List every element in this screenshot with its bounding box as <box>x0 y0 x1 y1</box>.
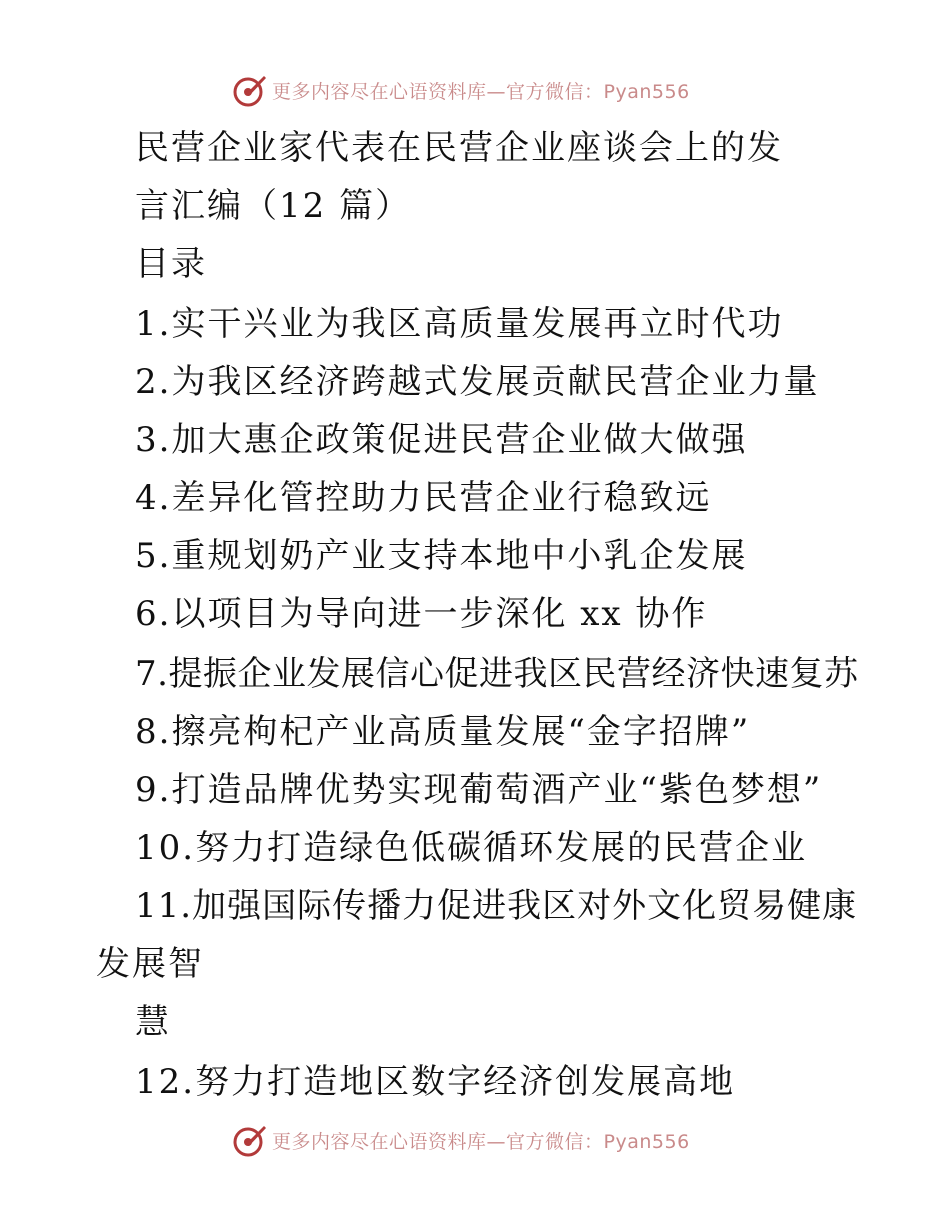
quill-logo-icon <box>232 72 268 108</box>
toc-item-7: 7.提振企业发展信心促进我区民营经济快速复苏 <box>135 654 859 694</box>
toc-heading: 目录 <box>135 244 207 284</box>
footer-banner-text: 更多内容尽在心语资料库—官方微信：Pyan556 <box>272 1130 690 1153</box>
document-title-line-2: 言汇编（12 篇） <box>135 186 412 226</box>
toc-item-12: 12.努力打造地区数字经济创发展高地 <box>135 1062 736 1102</box>
toc-item-2: 2.为我区经济跨越式发展贡献民营企业力量 <box>135 362 820 402</box>
toc-item-9: 9.打造品牌优势实现葡萄酒产业“紫色梦想” <box>135 770 823 810</box>
toc-item-11-continued: 发展智 <box>96 944 204 984</box>
header-banner-text: 更多内容尽在心语资料库—官方微信：Pyan556 <box>272 80 690 103</box>
toc-item-11: 11.加强国际传播力促进我区对外文化贸易健康 <box>135 886 858 926</box>
footer-watermark-banner <box>232 1120 712 1160</box>
toc-item-5: 5.重规划奶产业支持本地中小乳企发展 <box>135 536 748 576</box>
toc-item-6: 6.以项目为导向进一步深化 xx 协作 <box>135 594 708 634</box>
toc-item-4: 4.差异化管控助力民营企业行稳致远 <box>135 478 712 518</box>
quill-logo-icon <box>232 1122 268 1158</box>
toc-item-10: 10.努力打造绿色低碳循环发展的民营企业 <box>135 828 808 868</box>
document-title-line-1: 民营企业家代表在民营企业座谈会上的发 <box>135 128 783 168</box>
toc-item-1: 1.实干兴业为我区高质量发展再立时代功 <box>135 304 784 344</box>
toc-item-11-continued-2: 慧 <box>135 1002 171 1042</box>
toc-item-3: 3.加大惠企政策促进民营企业做大做强 <box>135 420 748 460</box>
toc-item-8: 8.擦亮枸杞产业高质量发展“金字招牌” <box>135 712 751 752</box>
header-watermark-banner <box>232 70 712 110</box>
